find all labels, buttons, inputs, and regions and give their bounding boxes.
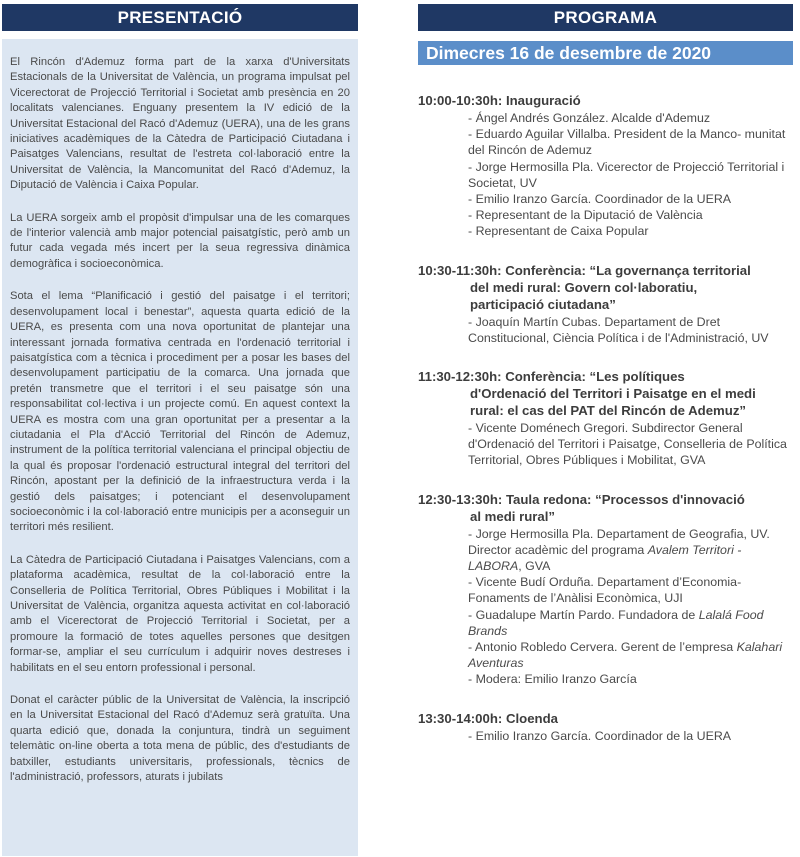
slot-title-line: al medi rural” (470, 508, 556, 524)
schedule (418, 92, 793, 744)
presentation-header: PRESENTACIÓ (2, 4, 358, 31)
slot-title-line: 11:30-12:30h: Conferència: “Les polítiques (418, 369, 685, 385)
presentation-column (2, 4, 358, 856)
slot-title (418, 368, 793, 419)
item-text: - Guadalupe Martín Pardo. Fundadora de (468, 607, 696, 622)
item-text: - Jorge Hermosilla Pla. Departament de Geografia, UV. Director acadèmic del programa (468, 526, 770, 557)
item-italic: Lalalá Food Brands (468, 607, 764, 638)
list-item: - Modera: Emilio Iranzo García (468, 672, 637, 687)
slot-title (418, 262, 793, 313)
slot-items (418, 526, 793, 688)
program-header: PROGRAMA (418, 4, 793, 31)
list-item: - Vicente Budí Orduña. Departament d’Economia- Fonaments de l’Anàlisi Econòmica, UJI (468, 575, 742, 606)
program-column (418, 4, 793, 744)
presentation-paragraph: Donat el caràcter públic de la Universitat de València, la inscripció en la Universitat Estacional del Racó d'Ademuz serà gratuïta. Una quarta edició que, donada la conjuntura, tindrà un seguiment telemàtic on-line oberta a tota mena de públic, des d'estudiants de batxiller, estudiants universitaris, professionals, tècnics de l'administració, professors, aturats i jubilats (10, 694, 350, 784)
slot-title-line: 10:00-10:30h: Inauguració (418, 93, 581, 108)
list-item (468, 526, 793, 575)
slot-items (418, 110, 793, 240)
slot-title-line: 13:30-14:00h: Cloenda (418, 710, 558, 726)
day-header: Dimecres 16 de desembre de 2020 (418, 41, 793, 65)
slot-title (418, 92, 793, 109)
presentation-body (2, 39, 358, 856)
presentation-paragraph: Sota el lema “Planificació i gestió del paisatge i el territori; desenvolupament local i benestar”, aquesta quarta edició de la UERA, es presenta com una nova oportunitat de plantejar una interessant jornada formativa centrada en l'ordenació territorial i paisatgística com a tècnica i procediment per a posar les bases del desenvolupament participatiu de la comarca. Una jornada que pretén transmetre que el territori i el seu paisatge són una responsabilitat col·lectiva i un projecte comú. En aquest context la UERA es mostra com una gran oportunitat per a presentar a la ciutadania el Pla d'Acció Territorial del Rincón de Ademuz, instrument de la política territorial valenciana el principal objectiu de la qual és proposar l'ordenació estructural integral del territori del Rincón, apostant per la definició de la infraestructura verda i la gestió dels paisatges; i potenciant el desenvolupament socioeconòmic i la col·laboració entre municipis per a aconseguir un territori més resilient. (10, 290, 350, 534)
slot-items (418, 314, 793, 346)
item-text: - Antonio Robledo Cervera. Gerent de l’empresa (468, 640, 734, 655)
slot-title-line: 10:30-11:30h: Conferència: “La governança territorial (418, 262, 751, 278)
list-item (468, 639, 793, 671)
list-item: - Ángel Andrés González. Alcalde d'Ademuz (468, 111, 711, 125)
slot-title-line: del medi rural: Govern col·laboratiu, (470, 279, 698, 295)
slot-round-table (418, 491, 793, 688)
slot-title-line: participació ciutadana” (470, 296, 616, 312)
presentation-paragraph: El Rincón d'Ademuz forma part de la xarxa d'Universitats Estacionals de la Universitat de València, un programa impulsat pel Vicerectorat de Projecció Territorial i Societat amb presència en 20 localitats valencianes. Enguany presentem la IV edició de la Universitat Estacional del Racó d'Ademuz (UERA), una de les grans iniciatives acadèmiques de la Càtedra de Participació Ciutadana i Paisatges Valencians, resultat de l'estreta col·laboració entre la Universitat de València, la Mancomunitat del Racó d'Ademuz, la Diputació de València i Caixa Popular. (10, 56, 350, 192)
slot-closing (418, 710, 793, 744)
item-italic: Kalahari Aventuras (468, 640, 783, 671)
slot-title-line: 12:30-13:30h: Taula redona: “Processos d'innovació (418, 491, 745, 507)
list-item: - Jorge Hermosilla Pla. Vicerector de Projecció Territorial i Societat, UV (468, 159, 785, 190)
slot-items (418, 420, 793, 469)
list-item: - Emilio Iranzo García. Coordinador de la UERA (468, 192, 732, 207)
slot-title-line: d'Ordenació del Territori i Paisatge en el medi (470, 386, 756, 402)
list-item: - Eduardo Aguilar Villalba. President de la Manco- munitat del Rincón de Ademuz (468, 127, 786, 158)
slot-conference-policies (418, 368, 793, 469)
item-italic: Avalem Territori - LABORA (468, 542, 742, 574)
list-item (468, 607, 793, 639)
presentation-paragraph: La Càtedra de Participació Ciutadana i Paisatges Valencians, com a plataforma acadèmica, resultat de la col·laboració entre la Conselleria de Política Territorial, Obres Públiques i Mobilitat i la Universitat de València, organitza aquesta activitat en col·laboració amb el Vicerectorat de Projecció Territorial i Societat, per a promoure la formació de totes aquelles persones que desitgen formar-se, ampliar el seu currículum i adquirir noves destreses i habilitats en el seu entorn professional i personal. (10, 553, 350, 674)
item-suffix: , GVA (518, 559, 551, 574)
slot-title (418, 710, 793, 727)
list-item: - Vicente Doménech Gregori. Subdirector General d'Ordenació del Territori i Paisatge, Conselleria de Política Territorial, Obres Públiques i Mobilitat, GVA (468, 421, 787, 468)
list-item: - Emilio Iranzo García. Coordinador de la UERA (468, 728, 732, 743)
presentation-paragraph: La UERA sorgeix amb el propòsit d'impulsar una de les comarques de l'interior valencià amb major potencial paisatgístic, però amb un futur cada vegada més incert per la seua regressiva dinàmica demogràfica i socioeconòmica. (10, 211, 350, 270)
list-item: - Joaquín Martín Cubas. Departament de Dret Constitucional, Ciència Política i de l'Administració, UV (468, 314, 769, 345)
slot-title-line: rural: el cas del PAT del Rincón de Ademuz” (470, 403, 747, 419)
slot-title (418, 491, 793, 525)
slot-conference-governance (418, 262, 793, 346)
list-item: - Representant de la Diputació de València (468, 208, 703, 223)
slot-inauguration (418, 92, 793, 240)
list-item: - Representant de Caixa Popular (468, 224, 649, 239)
slot-items (418, 728, 793, 744)
